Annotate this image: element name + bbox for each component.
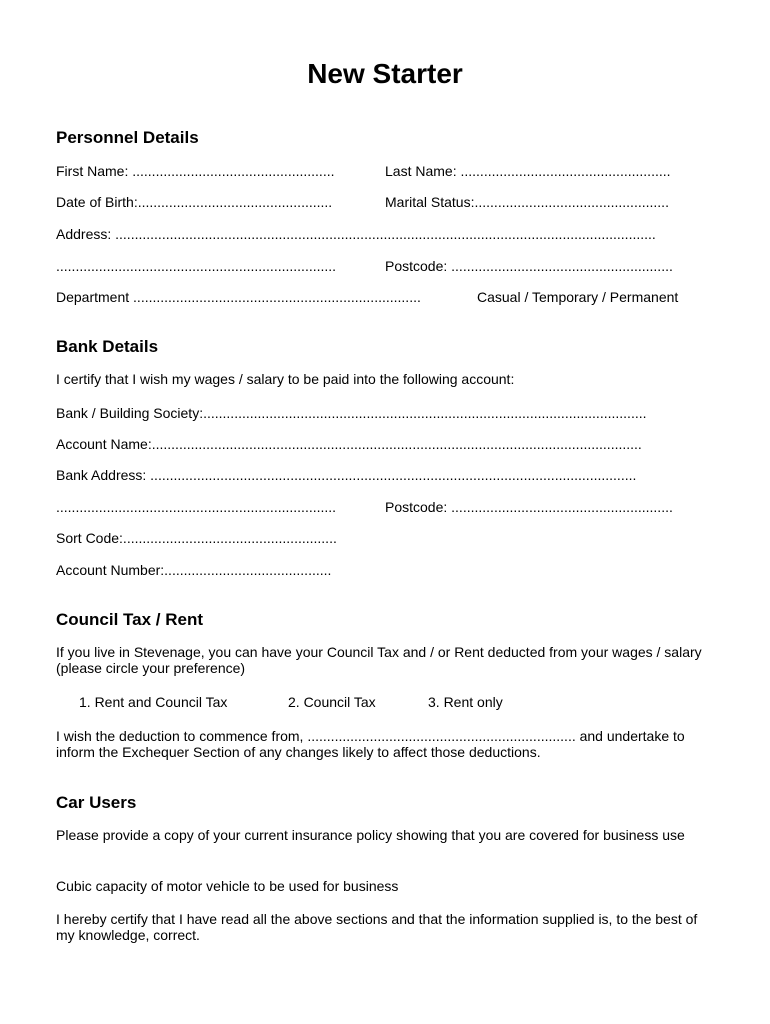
sort-code-field[interactable]: Sort Code:.......................................................: [56, 530, 337, 546]
bank-address-line-2-field[interactable]: ........................................................................: [56, 499, 337, 515]
last-name-field[interactable]: Last Name: ......................................................: [385, 163, 671, 179]
car-users-heading: Car Users: [56, 793, 137, 812]
address-field[interactable]: Address: ...........................................................................................................................................: [56, 226, 656, 242]
date-of-birth-field[interactable]: Date of Birth:..................................................: [56, 194, 333, 210]
marital-status-field[interactable]: Marital Status:..................................................: [385, 194, 669, 210]
bank-details-heading: Bank Details: [56, 337, 159, 356]
page-title: New Starter: [307, 58, 463, 89]
certification-statement: I hereby certify that I have read all the above sections and that the information supplied is, to the best of my knowledge, correct.: [56, 911, 698, 943]
postcode-field[interactable]: Postcode: .........................................................: [385, 258, 673, 274]
bank-society-field[interactable]: Bank / Building Society:..................................................................................................................: [56, 405, 647, 421]
council-tax-intro: If you live in Stevenage, you can have your Council Tax and / or Rent deducted from your wages / salary (please circle your preference): [56, 644, 702, 676]
council-tax-heading: Council Tax / Rent: [56, 610, 204, 629]
personnel-details-heading: Personnel Details: [56, 128, 199, 147]
deduction-commence-field[interactable]: I wish the deduction to commence from, ..................................................................... and undertake to inform the Exchequer Section of any changes likely to affect those deductions.: [56, 728, 685, 760]
first-name-field[interactable]: First Name: ....................................................: [56, 163, 335, 179]
department-field[interactable]: Department ..........................................................................: [56, 289, 421, 305]
address-line-2-field[interactable]: ........................................................................: [56, 258, 337, 274]
insurance-note: Please provide a copy of your current insurance policy showing that you are covered for business use: [56, 827, 685, 843]
option-rent-and-council-tax[interactable]: 1. Rent and Council Tax: [79, 694, 228, 710]
bank-certify-text: I certify that I wish my wages / salary to be paid into the following account:: [56, 371, 515, 387]
account-name-field[interactable]: Account Name:..............................................................................................................................: [56, 436, 642, 452]
option-council-tax[interactable]: 2. Council Tax: [288, 694, 376, 710]
bank-address-field[interactable]: Bank Address: .............................................................................................................................: [56, 467, 637, 483]
account-number-field[interactable]: Account Number:...........................................: [56, 562, 332, 578]
bank-postcode-field[interactable]: Postcode: .........................................................: [385, 499, 673, 515]
option-rent-only[interactable]: 3. Rent only: [428, 694, 503, 710]
cubic-capacity-field[interactable]: Cubic capacity of motor vehicle to be used for business: [56, 878, 399, 894]
employment-type-options[interactable]: Casual / Temporary / Permanent: [477, 289, 679, 305]
